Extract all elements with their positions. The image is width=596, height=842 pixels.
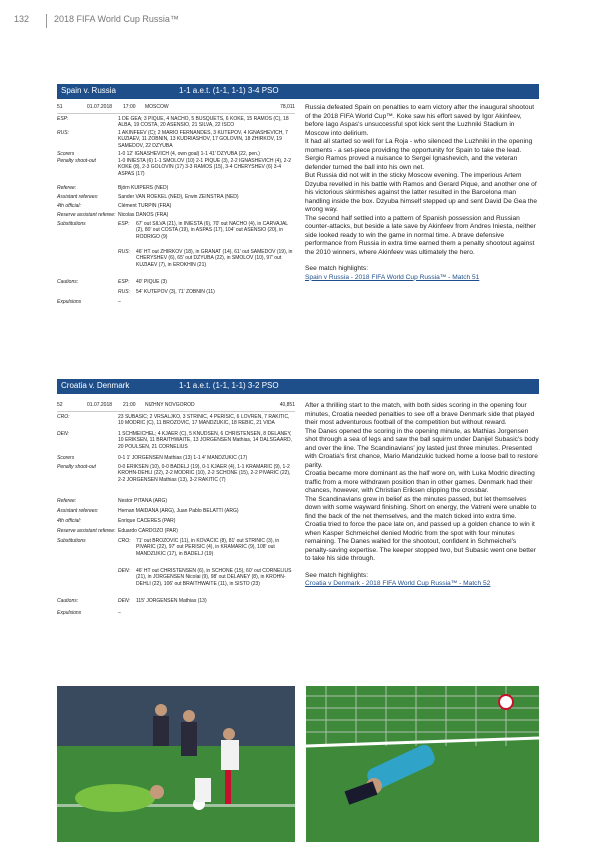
match-1-teams: Spain v. Russia [61, 86, 116, 95]
row-label: Assistant referees: [57, 507, 99, 514]
row-value: Nicolas DANOS (FRA) [118, 211, 169, 218]
team-code: DEN: [118, 567, 130, 574]
team-code: RUS: [118, 288, 130, 295]
highlights-label: See match highlights: [305, 265, 369, 272]
substitutions-row [57, 568, 295, 598]
row-value: 1 SCHMEICHEL; 4 KJAER (C), 5 KNUDSEN, 6 CHRISTENSEN, 8 DELANEY, 10 ERIKSEN, 11 BRAITHWAITE, 13 JORGENSEN Mathias, 14 DALSGAARD, 20 POULSEN, 21 CORNELIUS [118, 430, 292, 450]
row-label: ESP: [57, 115, 69, 122]
report-paragraph: The second half settled into a pattern of Spanish possession and Russian counter-attacks, but beside a late save by Akinfeev from Andres Iniesta, neither side looked ready to win the game in normal time. A brave defensive performance from Russia in extra time earned them a penalty shootout against the 2010 winners, where Akinfeev was ultimately the hero. [305, 214, 536, 256]
row-label: Assistant referees: [57, 193, 99, 200]
referee-row [57, 185, 295, 194]
reserve-referee-row [57, 212, 295, 221]
row-value: Björn KUIPERS (NED) [118, 184, 169, 191]
row-value: Hernan MAIDANA (ARG), Juan Pablo BELATTI (ARG) [118, 507, 239, 514]
scorers-row [57, 455, 295, 464]
row-label: Reserve assistant referee: [57, 527, 116, 534]
match-date: 01.07.2018 [87, 402, 113, 408]
row-value: 115' JORGENSEN Mathias (13) [136, 597, 207, 604]
team-code: RUS: [118, 248, 130, 255]
shootout-row [57, 158, 295, 185]
row-label: Reserve assistant referee: [57, 211, 116, 218]
match-2-details [57, 402, 295, 620]
match-2-report [305, 402, 539, 589]
match-1-report [305, 104, 539, 282]
lineup-row [57, 431, 295, 455]
match-1-result: 1-1 a.e.t. (1-1, 1-1) 3-4 PSO [179, 86, 279, 95]
lineup-row [57, 116, 295, 130]
match-photo-schmeichel-dive [306, 686, 539, 842]
reserve-referee-row [57, 528, 295, 538]
match-attendance: 78,011 [280, 104, 295, 110]
row-label: Expulsions [57, 298, 82, 305]
match-1-details [57, 104, 295, 309]
match-time: 17:00 [123, 104, 136, 110]
fourth-official-row [57, 203, 295, 212]
row-value: Eduardo CARDOZO (PAR) [118, 527, 178, 534]
match-time: 21:00 [123, 402, 136, 408]
row-label: 4th official: [57, 202, 81, 209]
row-value: 46' HT out CHRISTENSEN (6), in SCHONE (15), 60' out CORNELIUS (21), in JORGENSEN Nicolai (9), 98' out DELANEY (8), in KROHN-DEHLI (22), 106' out BRAITHWAITE (11), in SISTO (23) [136, 567, 292, 587]
team-code: DEN: [118, 597, 130, 604]
row-value: – [118, 609, 121, 616]
row-value: Clément TURPIN (FRA) [118, 202, 172, 209]
cautions-row [57, 598, 295, 610]
report-paragraph: But Russia did not wilt in the sticky Moscow evening. The imperious Artem Dzyuba revelled in his battle with Ramos and Gerard Pique, and another one of his victorious skirmishes against the latter resulted in the Barcelona man handling inside the box. Dzyuba himself stepped up and sent David De Gea the wrong way. [305, 172, 538, 213]
lineup-row [57, 130, 295, 151]
report-paragraph: It had all started so well for La Roja - who silenced the Luzhniki in the opening moments - a set-piece providing the opportunity for Spain to take the lead. Sergio Ramos proved a nuisance to Sergei Ignashevich, and the veteran defender turned the ball into his own net. [305, 138, 533, 171]
match-2-meta [57, 402, 295, 409]
row-value: 54' KUTEPOV (3), 71' ZOBNIN (11) [136, 288, 215, 295]
match-venue: MOSCOW [145, 104, 169, 110]
expulsions-row [57, 610, 295, 620]
row-label: Penalty shoot-out [57, 463, 96, 470]
row-value: 0-0 ERIKSEN (10), 0-0 BADELJ (19), 0-1 KJAER (4), 1-1 KRAMARIC (9), 1-2 KROHN-DEHLI (22), 2-2 MODRIC (10), 2-2 SCHONE (15), 2-2 PIVARIC (22), 2-2 JORGENSEN Mathias (13), 3-2 RAKITIC (7) [118, 463, 291, 483]
team-code: ESP: [118, 220, 130, 227]
fourth-official-row [57, 518, 295, 528]
team-code: ESP: [118, 278, 130, 285]
match-number: 52 [57, 402, 63, 408]
row-label: 4th official: [57, 517, 81, 524]
row-value: 46' HT out ZHIRKOV (18), in GRANAT (14), 61' out SAMEDOV (19), in CHERYSHEV (6), 65' out DZYUBA (22), in SMOLOV (10), 97' out KUZIAEV (7), in EROKHIN (21) [136, 248, 293, 268]
photo-croatia-scores-image [57, 686, 295, 842]
row-label: Cautions: [57, 597, 79, 604]
match-2-result: 1-1 a.e.t. (1-1, 1-1) 3-2 PSO [179, 381, 279, 390]
substitutions-row [57, 221, 295, 249]
match-number: 51 [57, 104, 63, 110]
row-label: Referee: [57, 497, 77, 504]
row-value: 67' out SILVA (21), in INIESTA (6), 70' out NACHO (4), in CARVAJAL (2), 80' out COSTA (19), in ASPAS (17), 104' out ASENSIO (20), in RODRIGO (9) [136, 220, 288, 240]
report-paragraph: The Scandinavians grew in belief as the minutes passed, but let themselves down with some wayward finishing. Short on energy, the Vatreni were unable to find the back of the net themselves, and the match ticked into extra time. Croatia tried to force the pace late on, and passed up a golden chance to win it when Kasper Schmeichel denied Modric from the spot with four minutes remaining. The Danes waited for the shootout, confident in Schmeichel's penalty-saving expertise. The keeper stopped two, but Subasic went one better to take his side through. [305, 495, 537, 562]
header-divider [46, 14, 47, 28]
divider [57, 411, 295, 412]
page-header [0, 10, 596, 34]
substitutions-row [57, 249, 295, 279]
lineup-row [57, 414, 295, 431]
match-52-highlights-link[interactable]: Croatia v Denmark - 2018 FIFA World Cup Russia™ - Match 52 [305, 580, 491, 587]
team-code: CRO: [118, 537, 131, 544]
match-1-meta [57, 104, 295, 111]
assistants-row [57, 194, 295, 203]
match-date: 01.07.2018 [87, 104, 113, 110]
match-51-highlights-link[interactable]: Spain v Russia - 2018 FIFA World Cup Russia™ - Match 51 [305, 273, 480, 281]
row-label: DEN: [57, 430, 69, 437]
row-label: RUS: [57, 129, 69, 136]
highlights-label: See match highlights: [305, 571, 369, 579]
match-2-title-bar [57, 379, 539, 394]
photo-goalkeeper-save-image [306, 686, 539, 842]
match-1-title-bar [57, 84, 539, 99]
row-value: Enrique CACERES (PAR) [118, 517, 176, 524]
cautions-row [57, 279, 295, 289]
assistants-row [57, 508, 295, 518]
match-venue: NIZHNY NOVGOROD [145, 402, 195, 408]
shootout-row [57, 464, 295, 498]
scorers-row [57, 151, 295, 158]
row-value: Sander VAN ROEKEL (NED), Erwin ZEINSTRA (NED) [118, 193, 239, 200]
row-value: 23 SUBASIC; 2 VRSALJKO, 3 STRINIC, 4 PERISIC, 6 LOVREN, 7 RAKITIC, 10 MODRIC (C), 11 BROZOVIC, 17 MANDZUKIC, 18 REBIC, 21 VIDA [118, 413, 290, 427]
row-label: Substitutions [57, 220, 86, 227]
expulsions-row [57, 299, 295, 309]
row-label: Cautions: [57, 278, 79, 285]
row-value: 1-0 12' IGNASHEVICH (4, own goal) 1-1 41' DZYUBA (22, pen.) [118, 150, 260, 157]
row-value: 1-0 INIESTA (6) 1-1 SMOLOV (10) 2-1 PIQUE (3), 2-2 IGNASHEVICH (4), 2-2 KOKE (8), 2-3 GOLOVIN (17) 3-3 RAMOS (15), 3-4 CHERYSHEV (6) 3-4 ASPAS (17) [118, 157, 292, 177]
row-label: Penalty shoot-out [57, 157, 96, 164]
row-label: Substitutions [57, 537, 86, 544]
row-value: – [118, 298, 121, 305]
page-number: 132 [14, 14, 30, 24]
row-value: 71' out BROZOVIC (11), in KOVACIC (8), 81' out STRINIC (3), in PIVARIC (22), 97' out PERISIC (4), in KRAMARIC (9), 108' out MANDZUKIC (17), in BADELJ (19) [136, 537, 280, 557]
row-value: 0-1 1' JORGENSEN Mathias (13) 1-1 4' MANDZUKIC (17) [118, 454, 248, 461]
referee-row [57, 498, 295, 508]
row-value: 1 DE GEA; 3 PIQUE, 4 NACHO, 5 BUSQUETS, 6 KOKE, 15 RAMOS (C), 18 ALBA, 19 COSTA, 20 ASENSIO, 21 SILVA, 22 ISCO [118, 115, 289, 129]
row-value: 40' PIQUE (3) [136, 278, 167, 285]
match-photo-mandzukic-goal [57, 686, 295, 842]
row-value: Nestor PITANA (ARG) [118, 497, 168, 504]
row-label: Scorers [57, 150, 75, 157]
match-attendance: 40,851 [279, 402, 295, 408]
row-label: Expulsions [57, 609, 82, 616]
header-title: 2018 FIFA World Cup Russia™ [54, 14, 179, 24]
report-paragraph: After a thrilling start to the match, with both sides scoring in the opening four minutes, Croatia needed penalties to see off a brave Denmark side that played their most adventurous football of the competition but without reward. [305, 402, 535, 426]
row-value: 1 AKINFEEV (C); 2 MARIO FERNANDES, 3 KUTEPOV, 4 IGNASHEVICH, 7 KUZIAEV, 11 ZOBNIN, 13 KUDRIASHOV, 17 GOLOVIN, 18 ZHIRKOV, 19 SAMEDOV, 22 DZYUBA [118, 129, 288, 149]
report-paragraph: Croatia became more dominant as the half wore on, with Luka Modric directing traffic from a more withdrawn position than in other games. Denmark had their chances, however, with Christian Eriksen clipping the crossbar. [305, 470, 535, 494]
match-2-teams: Croatia v. Denmark [61, 381, 130, 390]
cautions-row [57, 289, 295, 299]
row-label: Referee: [57, 184, 77, 191]
report-paragraph: The Danes opened the scoring in the opening minute, as Mathias Jorgensen shot through a sea of legs and saw the ball squirm under Danijel Subasic's body and over the line. The Scandinavians' joy lasted just three minutes. Presented with Croatia's first chance, Mario Mandzukic tucked home a loose ball to restore parity. [305, 427, 539, 469]
substitutions-row [57, 538, 295, 568]
row-label: Scorers [57, 454, 75, 461]
row-label: CRO: [57, 413, 70, 420]
divider [57, 113, 295, 114]
report-paragraph: Russia defeated Spain on penalties to earn victory after the inaugural shootout of the 2018 FIFA World Cup™. Koke saw his effort saved by Igor Akinfeev, before Iago Aspas's unsuccessful spot kick sent the Luzhniki Stadium in Moscow into delirium. [305, 104, 535, 137]
